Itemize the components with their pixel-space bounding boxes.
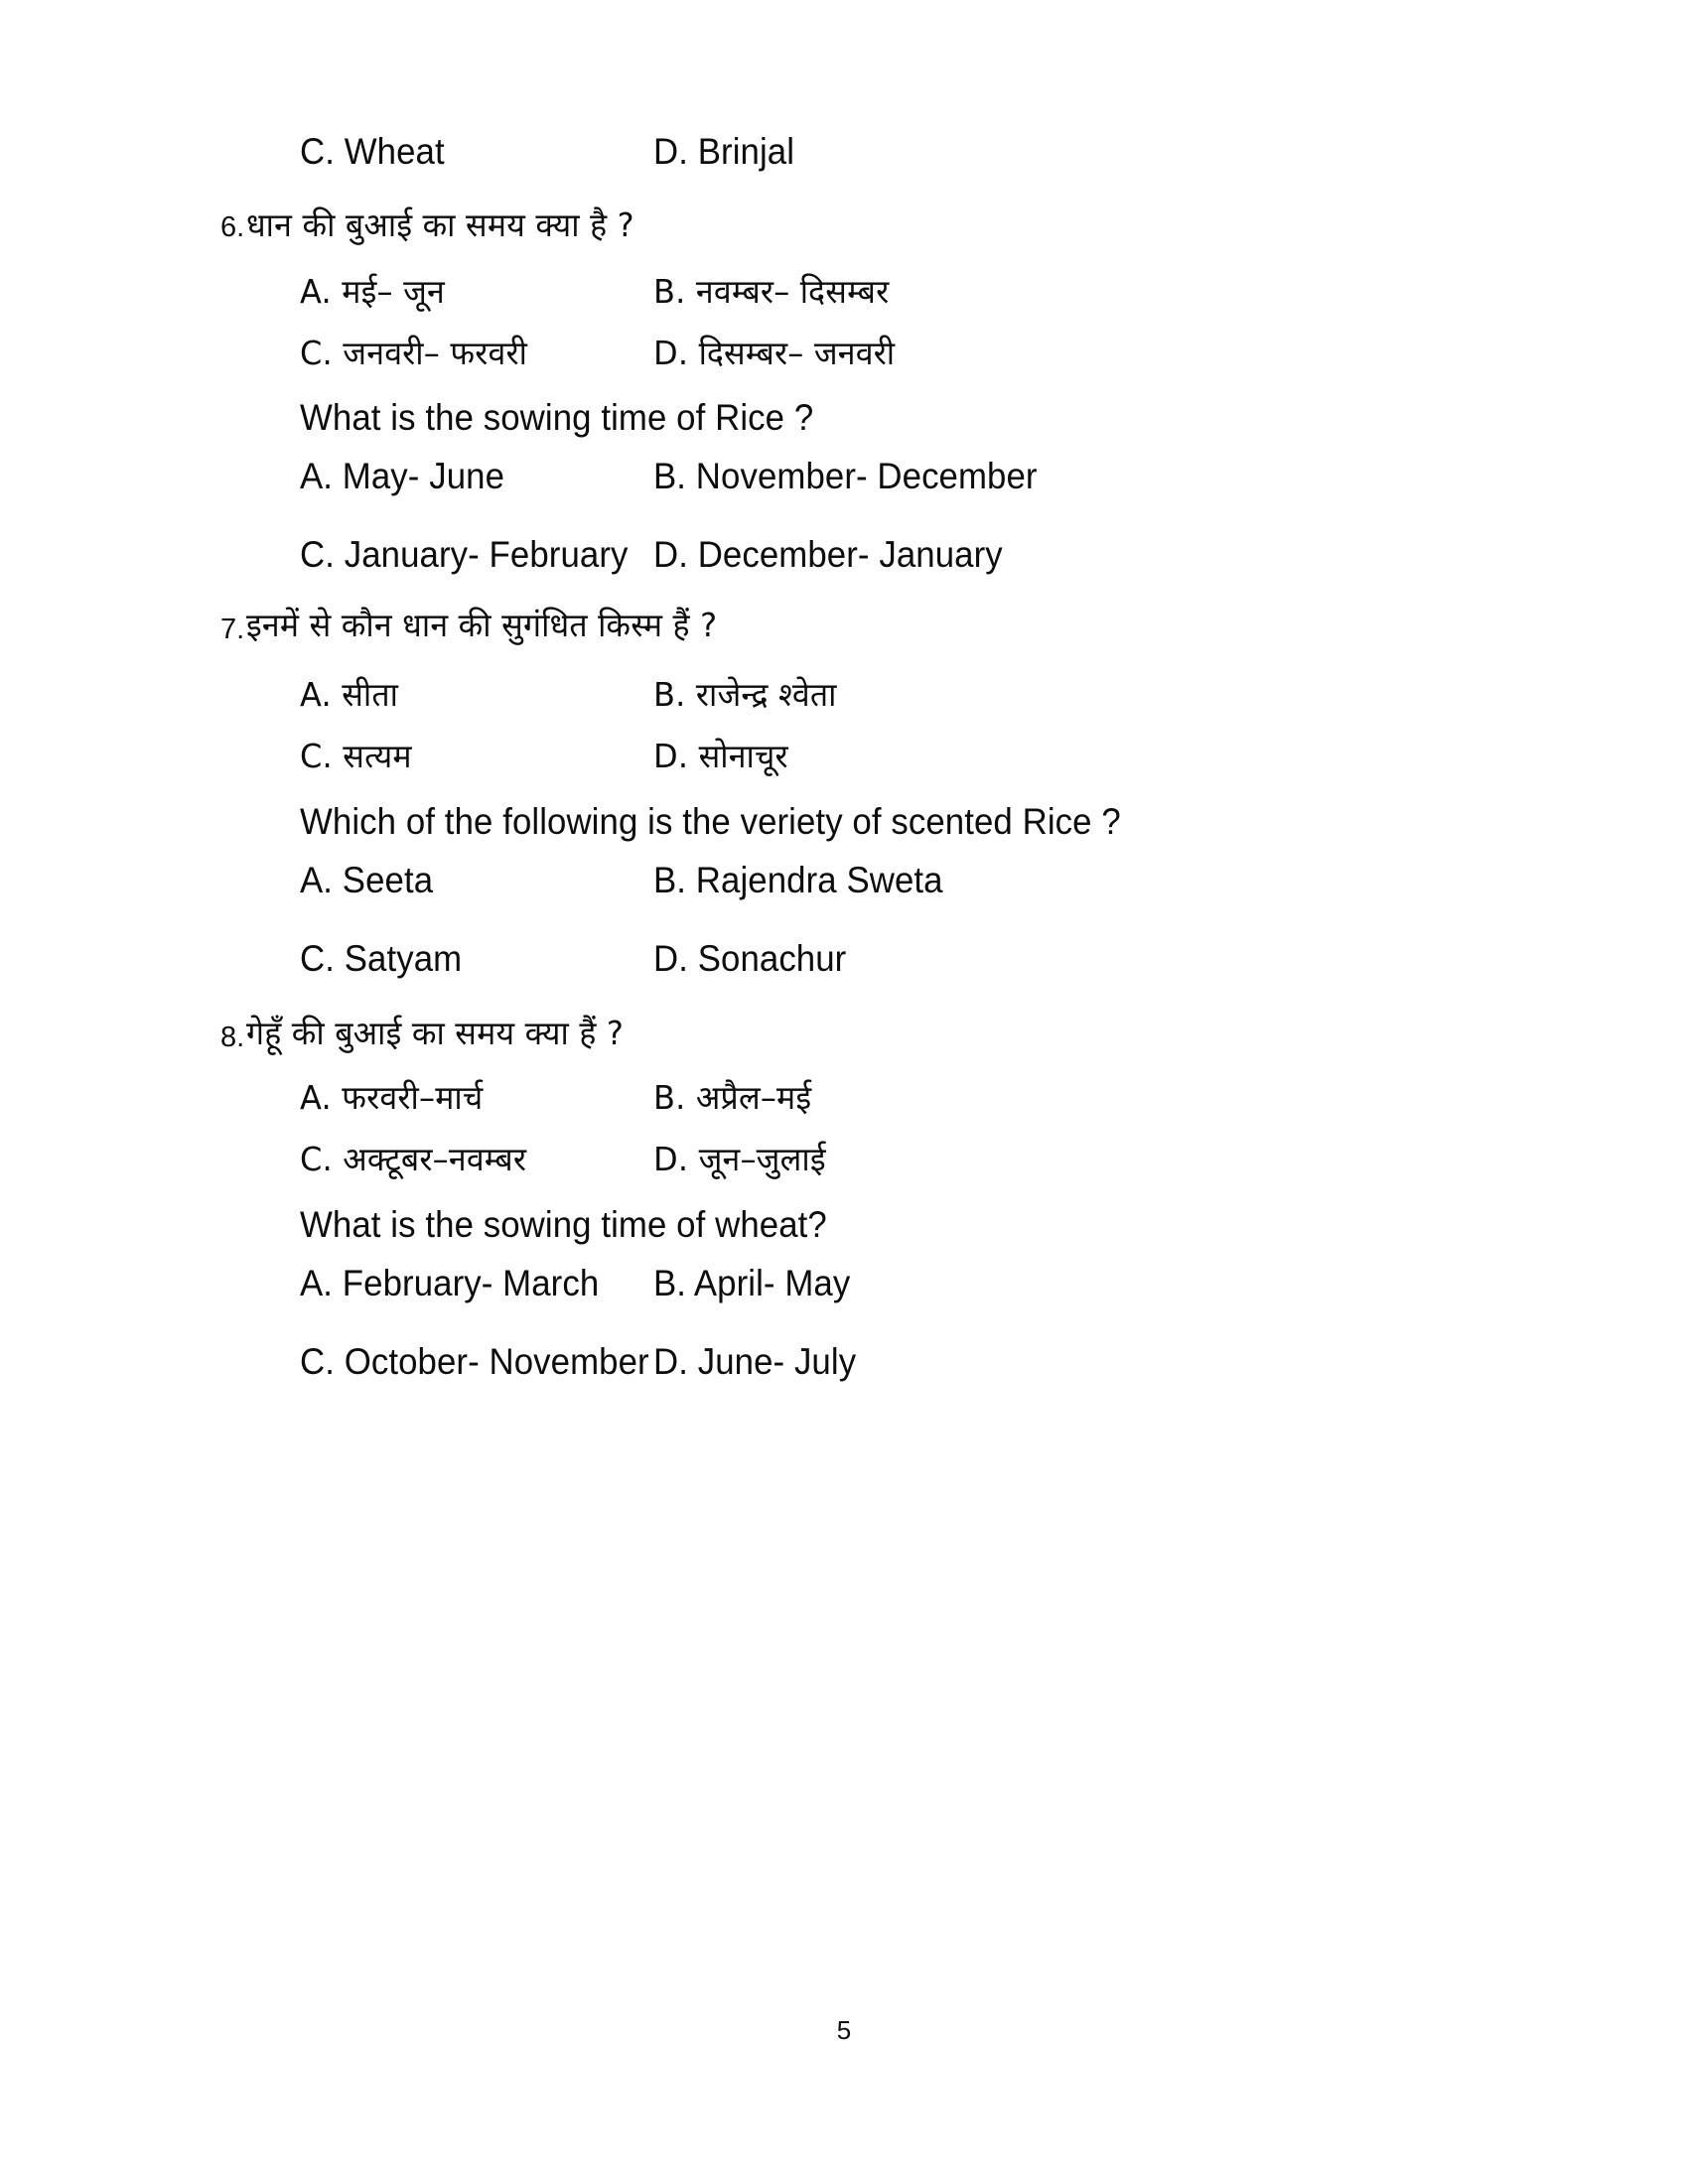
question-6-hindi-option-a[interactable]: A. मई– जून: [300, 272, 446, 311]
question-6-english-option-d[interactable]: D. December- January: [653, 534, 1003, 575]
question-8-hindi-option-c[interactable]: C. अक्टूबर–नवम्बर: [300, 1140, 527, 1178]
question-8-hindi-option-b[interactable]: B. अप्रैल–मई: [653, 1078, 812, 1117]
question-8-hindi-option-d[interactable]: D. जून–जुलाई: [653, 1140, 826, 1178]
question-7-hindi-option-c[interactable]: C. सत्यम: [300, 737, 412, 775]
question-7-hindi-text: इनमें से कौन धान की सुगंधित किस्म हैं ?: [246, 606, 718, 644]
question-number-8: 8.: [220, 1022, 245, 1053]
question-7-english-option-b[interactable]: B. Rajendra Sweta: [653, 860, 943, 900]
question-7-hindi-option-a[interactable]: A. सीता: [300, 675, 399, 714]
question-7-hindi-option-d[interactable]: D. सोनाचूर: [653, 737, 788, 775]
question-7-english-text: Which of the following is the veriety of scented Rice ?: [300, 801, 1121, 842]
question-6-hindi-option-d[interactable]: D. दिसम्बर– जनवरी: [653, 334, 896, 372]
question-number-7: 7.: [220, 614, 245, 645]
carryover-option-c: C. Wheat: [300, 131, 445, 172]
question-6-hindi-option-b[interactable]: B. नवम्बर– दिसम्बर: [653, 272, 890, 311]
question-8-english-option-b[interactable]: B. April- May: [653, 1263, 851, 1303]
question-6-english-option-c[interactable]: C. January- February: [300, 534, 629, 575]
question-8-hindi-text: गेहूँ की बुआई का समय क्या हैं ?: [246, 1014, 625, 1052]
carryover-option-d: D. Brinjal: [653, 131, 795, 172]
question-7-english-option-a[interactable]: A. Seeta: [300, 860, 434, 900]
question-8-english-text: What is the sowing time of wheat?: [300, 1204, 827, 1245]
question-8-english-option-a[interactable]: A. February- March: [300, 1263, 600, 1303]
question-8-english-option-d[interactable]: D. June- July: [653, 1341, 857, 1382]
question-6-english-text: What is the sowing time of Rice ?: [300, 397, 814, 438]
page-number: 5: [836, 2015, 852, 2045]
question-6-hindi-option-c[interactable]: C. जनवरी– फरवरी: [300, 334, 528, 372]
question-8-english-option-c[interactable]: C. October- November: [300, 1341, 649, 1382]
question-8-hindi-option-a[interactable]: A. फरवरी–मार्च: [300, 1078, 484, 1117]
question-7-hindi-option-b[interactable]: B. राजेन्द्र श्वेता: [653, 675, 837, 714]
question-6-english-option-b[interactable]: B. November- December: [653, 456, 1038, 496]
question-7-english-option-c[interactable]: C. Satyam: [300, 938, 463, 979]
question-6-hindi-text: धान की बुआई का समय क्या है ?: [246, 205, 634, 244]
question-6-english-option-a[interactable]: A. May- June: [300, 456, 505, 496]
question-number-6: 6.: [220, 211, 245, 243]
question-7-english-option-d[interactable]: D. Sonachur: [653, 938, 847, 979]
